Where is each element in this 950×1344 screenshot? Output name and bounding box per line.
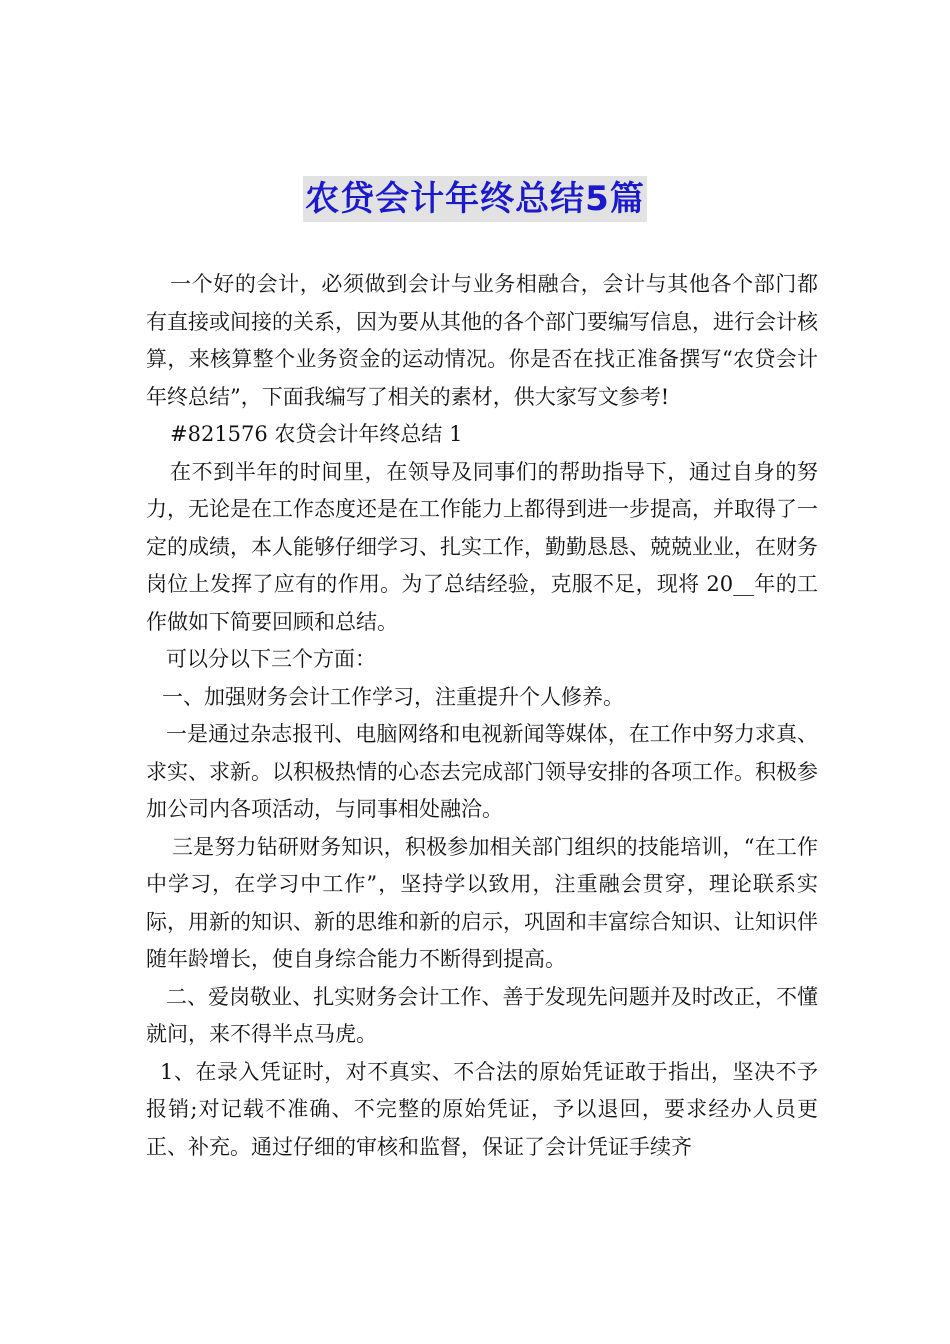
section-heading: #821576 农贷会计年终总结 1 <box>170 422 463 446</box>
intro-paragraph: 一个好的会计，必须做到会计与业务相融合，会计与其他各个部门都有直接或间接的关系，因为要从其他的各个部门要编写信息，进行会计核算，来核算整个业务资金的运动情况。你是否在找正准备撰写“农贷会计年终总结”，下面我编写了相关的素材，供大家写文参考! <box>146 272 818 409</box>
subheading: 二、爱岗敬业、扎实财务会计工作、善于发现先问题并及时改正，不懂就问，来不得半点马虎。 <box>146 984 818 1046</box>
body-paragraph: 在不到半年的时间里，在领导及同事们的帮助指导下，通过自身的努力，无论是在工作态度还是在工作能力上都得到进一步提高，并取得了一定的成绩，本人能够仔细学习、扎实工作，勤勤恳恳、兢兢业业，在财务岗位上发挥了应有的作用。为了总结经验，克服不足，现将 20__年的工作做如下简要回顾和总结。 <box>146 459 818 634</box>
body-paragraph: 一是通过杂志报刊、电脑网络和电视新闻等媒体，在工作中努力求真、求实、求新。以积极热情的心态去完成部门领导安排的各项工作。积极参加公司内各项活动，与同事相处融洽。 <box>146 722 818 821</box>
title-container <box>0 176 950 222</box>
body-paragraph: 三是努力钻研财务知识，积极参加相关部门组织的技能培训，“在工作中学习，在学习中工作”，坚持学以致用，注重融会贯穿，理论联系实际，用新的知识、新的思维和新的启示，巩固和丰富综合知识、让知识伴随年龄增长，使自身综合能力不断得到提高。 <box>146 834 818 971</box>
document-title: 农贷会计年终总结5篇 <box>303 176 647 222</box>
body-paragraph: 1、在录入凭证时，对不真实、不合法的原始凭证敢于指出，坚决不予报销;对记载不准确、不完整的原始凭证，予以退回，要求经办人员更正、补充。通过仔细的审核和监督，保证了会计凭证手续齐 <box>146 1059 818 1159</box>
subheading: 一、加强财务会计工作学习，注重提升个人修养。 <box>162 684 624 709</box>
body-paragraph: 可以分以下三个方面： <box>166 647 376 671</box>
document-body <box>146 266 818 1166</box>
